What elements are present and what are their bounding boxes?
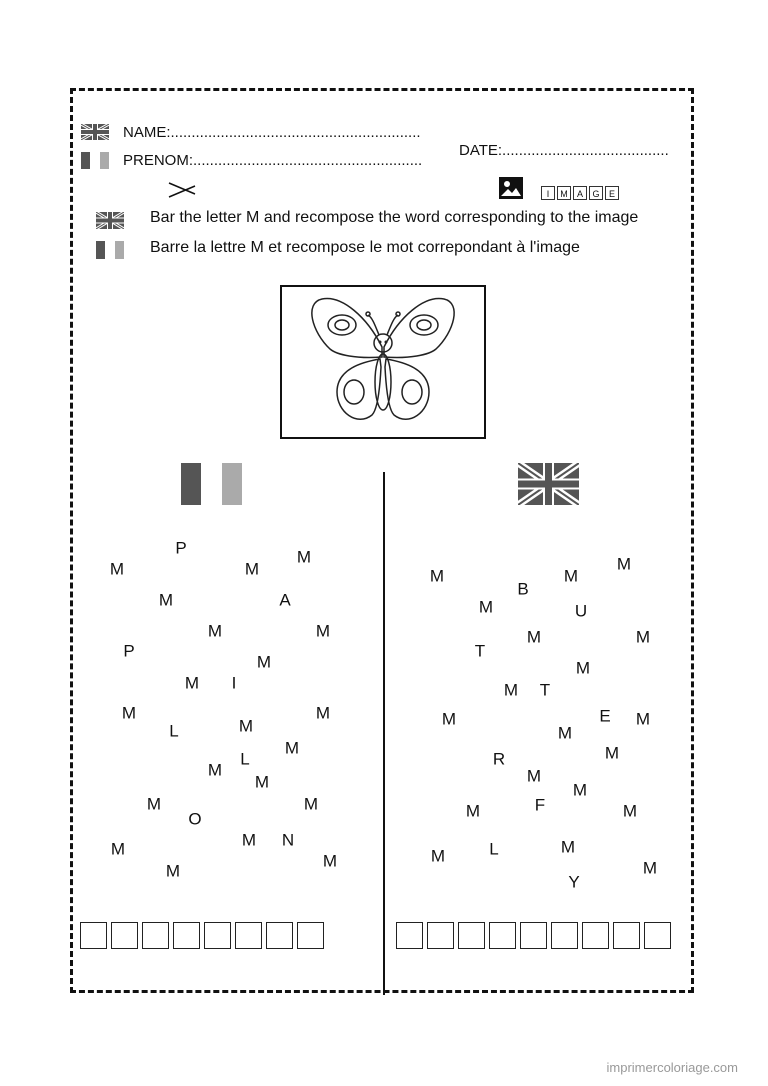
letter[interactable]: M bbox=[478, 597, 494, 617]
image-word-letter: M bbox=[557, 186, 571, 200]
france-flag-icon bbox=[96, 241, 124, 259]
letter[interactable]: U bbox=[574, 601, 588, 621]
letter[interactable]: M bbox=[575, 658, 591, 678]
butterfly-icon bbox=[282, 287, 484, 437]
left-answer-boxes bbox=[80, 922, 328, 949]
right-answer-boxes bbox=[396, 922, 675, 949]
answer-box[interactable] bbox=[551, 922, 578, 949]
uk-flag-icon bbox=[96, 212, 124, 229]
image-word-boxes bbox=[541, 186, 621, 200]
letter[interactable]: M bbox=[322, 851, 338, 871]
letter[interactable]: M bbox=[526, 627, 542, 647]
scissors-icon bbox=[167, 180, 197, 205]
letter[interactable]: M bbox=[244, 559, 260, 579]
uk-flag-icon bbox=[518, 463, 579, 505]
letter[interactable]: A bbox=[279, 590, 291, 610]
letter[interactable]: M bbox=[441, 709, 457, 729]
answer-box[interactable] bbox=[644, 922, 671, 949]
france-flag-icon bbox=[181, 463, 242, 505]
image-word-letter: A bbox=[573, 186, 587, 200]
answer-box[interactable] bbox=[582, 922, 609, 949]
france-flag-icon bbox=[81, 152, 109, 169]
answer-box[interactable] bbox=[266, 922, 293, 949]
footer-credit: imprimercoloriage.com bbox=[606, 1060, 738, 1075]
uk-flag-icon bbox=[81, 124, 109, 140]
butterfly-picture bbox=[280, 285, 486, 439]
letter[interactable]: L bbox=[169, 721, 179, 741]
letter[interactable]: P bbox=[123, 641, 135, 661]
letter[interactable]: O bbox=[188, 809, 202, 829]
letter[interactable]: M bbox=[238, 716, 254, 736]
letter[interactable]: M bbox=[563, 566, 579, 586]
answer-box[interactable] bbox=[173, 922, 200, 949]
letter[interactable]: M bbox=[165, 861, 181, 881]
letter[interactable]: L bbox=[489, 839, 499, 859]
letter[interactable]: M bbox=[284, 738, 300, 758]
letter[interactable]: M bbox=[146, 794, 162, 814]
name-field: NAME:............................................................ bbox=[123, 124, 421, 141]
letter[interactable]: M bbox=[121, 703, 137, 723]
answer-box[interactable] bbox=[235, 922, 262, 949]
letter[interactable]: M bbox=[315, 621, 331, 641]
image-word-letter: G bbox=[589, 186, 603, 200]
instruction-english: Bar the letter M and recompose the word corresponding to the image bbox=[150, 209, 639, 226]
answer-box[interactable] bbox=[297, 922, 324, 949]
letter[interactable]: M bbox=[303, 794, 319, 814]
answer-box[interactable] bbox=[458, 922, 485, 949]
letter[interactable]: B bbox=[517, 579, 529, 599]
letter[interactable]: M bbox=[110, 839, 126, 859]
letter[interactable]: M bbox=[207, 760, 223, 780]
answer-box[interactable] bbox=[396, 922, 423, 949]
column-divider bbox=[383, 472, 385, 995]
letter[interactable]: M bbox=[622, 801, 638, 821]
answer-box[interactable] bbox=[142, 922, 169, 949]
letter[interactable]: T bbox=[474, 641, 486, 661]
letter[interactable]: M bbox=[241, 830, 257, 850]
letter[interactable]: M bbox=[296, 547, 312, 567]
letter[interactable]: M bbox=[158, 590, 174, 610]
letter[interactable]: I bbox=[231, 673, 237, 693]
letter[interactable]: M bbox=[256, 652, 272, 672]
letter[interactable]: M bbox=[604, 743, 620, 763]
letter[interactable]: M bbox=[184, 673, 200, 693]
answer-box[interactable] bbox=[489, 922, 516, 949]
letter[interactable]: M bbox=[254, 772, 270, 792]
date-field: DATE:........................................ bbox=[459, 142, 669, 159]
letter[interactable]: T bbox=[539, 680, 551, 700]
letter[interactable]: M bbox=[465, 801, 481, 821]
answer-box[interactable] bbox=[427, 922, 454, 949]
letter[interactable]: M bbox=[635, 709, 651, 729]
letter[interactable]: M bbox=[560, 837, 576, 857]
letter[interactable]: P bbox=[175, 538, 187, 558]
letter[interactable]: M bbox=[557, 723, 573, 743]
letter[interactable]: E bbox=[599, 706, 611, 726]
prenom-field: PRENOM:....................................................... bbox=[123, 152, 423, 169]
answer-box[interactable] bbox=[613, 922, 640, 949]
letter[interactable]: M bbox=[503, 680, 519, 700]
letter[interactable]: R bbox=[492, 749, 506, 769]
letter[interactable]: F bbox=[534, 795, 546, 815]
image-icon bbox=[498, 176, 524, 205]
letter[interactable]: M bbox=[526, 766, 542, 786]
image-word-letter: I bbox=[541, 186, 555, 200]
answer-box[interactable] bbox=[520, 922, 547, 949]
letter[interactable]: M bbox=[315, 703, 331, 723]
image-word-letter: E bbox=[605, 186, 619, 200]
letter[interactable]: M bbox=[616, 554, 632, 574]
letter[interactable]: M bbox=[635, 627, 651, 647]
answer-box[interactable] bbox=[111, 922, 138, 949]
letter[interactable]: M bbox=[642, 858, 658, 878]
letter[interactable]: N bbox=[281, 830, 295, 850]
letter[interactable]: L bbox=[240, 749, 250, 769]
letter[interactable]: M bbox=[572, 780, 588, 800]
answer-box[interactable] bbox=[80, 922, 107, 949]
letter[interactable]: Y bbox=[568, 872, 580, 892]
answer-box[interactable] bbox=[204, 922, 231, 949]
letter[interactable]: M bbox=[207, 621, 223, 641]
letter[interactable]: M bbox=[109, 559, 125, 579]
letter[interactable]: M bbox=[430, 846, 446, 866]
instruction-french: Barre la lettre M et recompose le mot correpondant à l'image bbox=[150, 239, 580, 256]
letter[interactable]: M bbox=[429, 566, 445, 586]
